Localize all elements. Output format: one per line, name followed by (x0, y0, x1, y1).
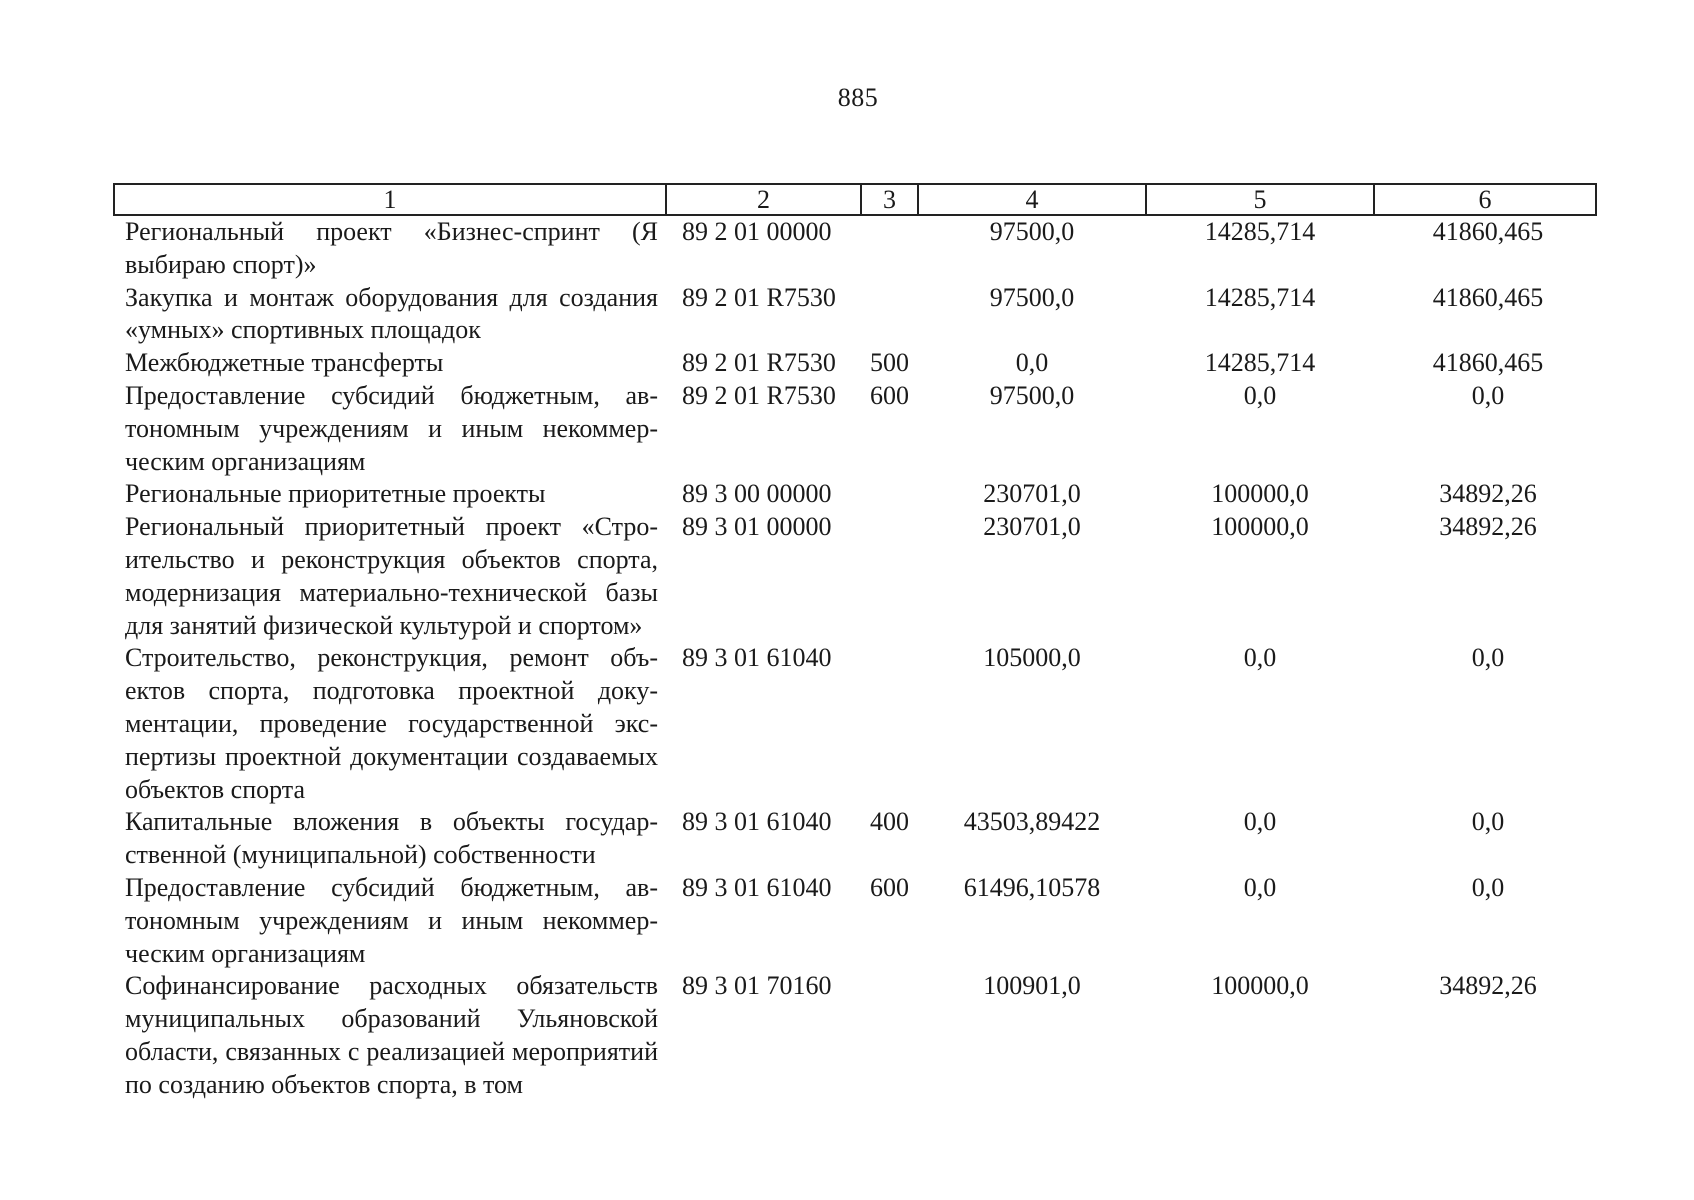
page-number: 885 (837, 83, 879, 112)
row-value-col5: 0,0 (1243, 807, 1277, 837)
row-value-col5: 0,0 (1243, 872, 1277, 902)
row-name: Региональные приоритетные проекты (125, 479, 546, 509)
row-name: Капитальные вложения в объекты государственной (муниципальной) собственности (125, 807, 658, 870)
row-value-col5: 100000,0 (1211, 479, 1309, 509)
row-value-col6: 0,0 (1471, 872, 1505, 902)
row-expense-type: 400 (870, 807, 909, 837)
row-value-col6: 0,0 (1471, 643, 1505, 673)
header-col-3: 3 (861, 184, 918, 215)
row-expense-type: 600 (870, 380, 909, 410)
row-value-col5: 100000,0 (1211, 971, 1309, 1001)
table-row (114, 380, 1596, 478)
row-value-col6: 34892,26 (1439, 971, 1537, 1001)
header-col-4: 4 (918, 184, 1146, 215)
row-code: 89 3 01 70160 (682, 971, 832, 1001)
header-col-6: 6 (1374, 184, 1596, 215)
row-name: Региональный проект «Бизнес-спринт (Я выбираю спорт)» (125, 217, 658, 279)
table-row (114, 511, 1596, 642)
row-value-col4: 230701,0 (983, 512, 1081, 542)
row-name: Межбюджетные трансферты (125, 348, 444, 378)
row-code: 89 3 01 61040 (682, 807, 832, 837)
row-expense-type: 600 (870, 872, 909, 902)
header-col-5: 5 (1146, 184, 1374, 215)
row-value-col4: 97500,0 (989, 380, 1075, 410)
row-value-col6: 41860,465 (1432, 217, 1544, 246)
row-value-col4: 100901,0 (983, 971, 1081, 1001)
row-value-col4: 61496,10578 (963, 872, 1101, 902)
row-value-col6: 34892,26 (1439, 479, 1537, 509)
table-row (114, 282, 1596, 348)
row-value-col5: 0,0 (1243, 380, 1277, 410)
row-value-col6: 0,0 (1471, 380, 1505, 410)
row-name: Региональный приоритетный проект «Строительство и реконструкция объектов спорта, модернизация материально-технической базы для занятий физической культурой и спортом» (125, 512, 658, 640)
row-value-col4: 97500,0 (989, 282, 1075, 312)
table-body (114, 215, 1596, 1102)
row-code: 89 3 01 00000 (682, 512, 832, 542)
row-code: 89 2 01 R7530 (682, 282, 836, 312)
row-expense-type (861, 511, 918, 642)
budget-table (113, 183, 1597, 1102)
row-value-col6: 34892,26 (1439, 512, 1537, 542)
row-code: 89 2 01 R7530 (682, 380, 836, 410)
row-value-col4: 97500,0 (989, 217, 1075, 246)
row-value-col4: 43503,89422 (963, 807, 1101, 837)
row-value-col4: 105000,0 (983, 643, 1081, 673)
header-row (114, 184, 1596, 215)
table-row (114, 872, 1596, 970)
row-expense-type (861, 215, 918, 282)
header-col-1: 1 (114, 184, 666, 215)
row-expense-type (861, 642, 918, 806)
row-expense-type: 500 (870, 348, 909, 378)
row-expense-type (861, 970, 918, 1101)
row-expense-type (861, 282, 918, 348)
row-value-col5: 14285,714 (1204, 282, 1316, 312)
row-value-col5: 14285,714 (1204, 217, 1316, 246)
row-code: 89 2 01 R7530 (682, 348, 836, 378)
table-row (114, 347, 1596, 380)
row-value-col4: 0,0 (1015, 348, 1049, 378)
table-row (114, 478, 1596, 511)
row-code: 89 3 00 00000 (682, 479, 832, 509)
row-value-col5: 14285,714 (1204, 348, 1316, 378)
table-row (114, 806, 1596, 872)
row-value-col6: 0,0 (1471, 807, 1505, 837)
row-name: Софинансирование расходных обязательств муниципальных образований Ульяновской области, связанных с реализацией мероприятий по созданию объектов спорта, в том (125, 971, 658, 1099)
row-value-col5: 100000,0 (1211, 512, 1309, 542)
row-value-col5: 0,0 (1243, 643, 1277, 673)
row-code: 89 3 01 61040 (682, 643, 832, 673)
row-name: Строительство, реконструкция, ремонт объектов спорта, подготовка проектной документации, проведение государственной экспертизы проектной документации создаваемых объектов спорта (125, 643, 658, 804)
table-row (114, 215, 1596, 282)
table-row (114, 642, 1596, 806)
header-col-2: 2 (666, 184, 861, 215)
table-header (114, 184, 1596, 215)
row-value-col6: 41860,465 (1432, 282, 1544, 312)
row-expense-type (861, 478, 918, 511)
table-row (114, 970, 1596, 1101)
row-code: 89 2 01 00000 (682, 217, 832, 246)
row-value-col6: 41860,465 (1432, 348, 1544, 378)
row-name: Предоставление субсидий бюджетным, автономным учреждениям и иным некоммерческим организациям (125, 380, 658, 476)
row-name: Предоставление субсидий бюджетным, автономным учреждениям и иным некоммерческим организациям (125, 872, 658, 968)
row-code: 89 3 01 61040 (682, 872, 832, 902)
row-value-col4: 230701,0 (983, 479, 1081, 509)
row-name: Закупка и монтаж оборудования для создания «умных» спортивных площадок (125, 282, 658, 345)
